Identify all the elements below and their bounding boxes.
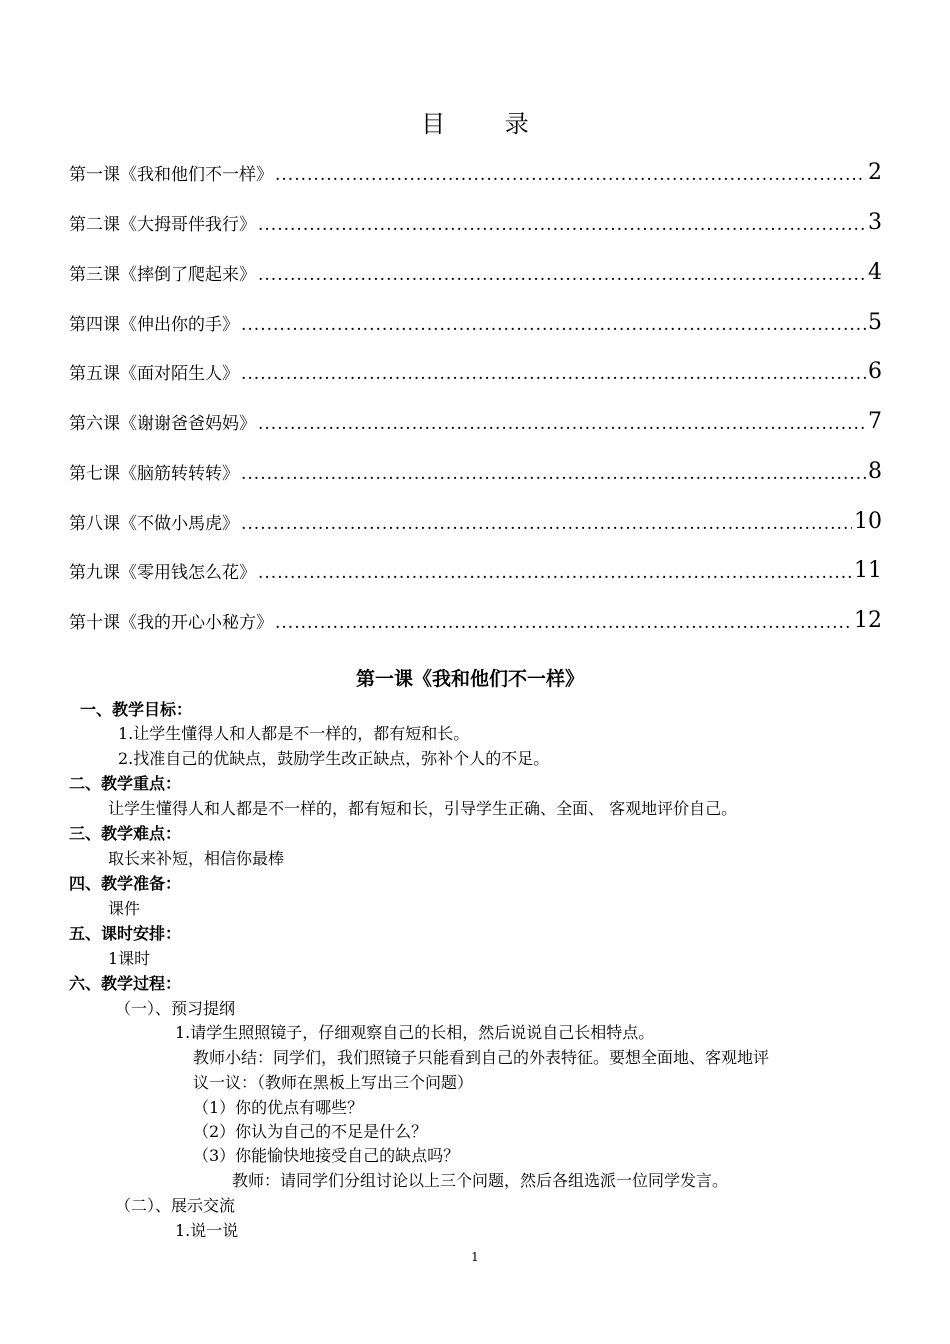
toc-entry[interactable] <box>69 506 882 534</box>
teacher-summary: 教师小结：同学们，我们照镜子只能看到自己的外表特征。要想全面地、客观地评 <box>193 1048 770 1067</box>
objective-item: 1.让学生懂得人和人都是不一样的，都有短和长。 <box>118 724 470 743</box>
toc-leader-dots <box>241 464 866 484</box>
toc-entry-page: 11 <box>854 558 882 583</box>
key-points-text: 让学生懂得人和人都是不一样的，都有短和长，引导学生正确、全面、 客观地评价自己。 <box>108 799 738 818</box>
toc-entry-page: 8 <box>868 459 882 484</box>
toc-entry-label: 第五课《面对陌生人》 <box>69 364 239 384</box>
section-heading-schedule: 五、课时安排： <box>69 924 182 943</box>
toc-entry-page: 6 <box>868 359 882 384</box>
toc-entry-page: 5 <box>868 310 882 335</box>
toc-leader-dots <box>275 613 852 633</box>
process-part-heading: （一）、预习提纲 <box>115 999 236 1018</box>
toc-entry-page: 12 <box>854 608 882 633</box>
toc-entry-label: 第六课《谢谢爸爸妈妈》 <box>69 414 256 434</box>
toc-entry-page: 7 <box>868 409 882 434</box>
toc-entry-label: 第三课《摔倒了爬起来》 <box>69 265 256 285</box>
schedule-text: 1课时 <box>108 949 151 968</box>
discussion-question: （1）你的优点有哪些？ <box>193 1098 364 1117</box>
toc-entry[interactable] <box>69 157 882 185</box>
toc-title: 目 录 <box>421 110 555 138</box>
process-step: 1.请学生照照镜子，仔细观察自己的长相，然后说说自己长相特点。 <box>175 1023 655 1042</box>
process-part-heading: （二）、展示交流 <box>115 1196 236 1215</box>
toc-entry[interactable] <box>69 257 882 285</box>
toc-entry[interactable] <box>69 406 882 434</box>
toc-leader-dots <box>275 165 866 185</box>
toc-entry[interactable] <box>69 605 882 633</box>
discussion-question: （2）你认为自己的不足是什么？ <box>193 1122 428 1141</box>
page-number: 1 <box>471 1250 479 1264</box>
toc-entry[interactable] <box>69 307 882 335</box>
toc-leader-dots <box>258 563 852 583</box>
discussion-question: （3）你能愉快地接受自己的缺点吗？ <box>193 1146 460 1165</box>
toc-leader-dots <box>241 315 866 335</box>
toc-entry-label: 第二课《大拇哥伴我行》 <box>69 215 256 235</box>
discussion-intro: 议一议：（教师在黑板上写出三个问题） <box>193 1073 474 1092</box>
toc-entry-label: 第一课《我和他们不一样》 <box>69 165 273 185</box>
toc-entry-label: 第七课《脑筋转转转》 <box>69 464 239 484</box>
toc-leader-dots <box>258 215 866 235</box>
toc-entry-label: 第八课《不做小馬虎》 <box>69 514 239 534</box>
toc-leader-dots <box>258 414 866 434</box>
objective-item: 2.找准自己的优缺点，鼓励学生改正缺点，弥补个人的不足。 <box>118 749 550 768</box>
toc-entry[interactable] <box>69 207 882 235</box>
teacher-instruction: 教师：请同学们分组讨论以上三个问题，然后各组选派一位同学发言。 <box>232 1171 729 1190</box>
lesson-title: 第一课《我和他们不一样》 <box>355 668 584 690</box>
section-heading-preparation: 四、教学准备： <box>69 874 182 893</box>
toc-entry-page: 3 <box>868 210 882 235</box>
section-heading-key-points: 二、教学重点： <box>69 774 182 793</box>
toc-leader-dots <box>241 514 852 534</box>
process-step: 1.说一说 <box>175 1221 239 1240</box>
difficulties-text: 取长来补短，相信你最棒 <box>108 849 285 868</box>
toc-entry-page: 10 <box>854 509 882 534</box>
section-heading-process: 六、教学过程： <box>69 974 182 993</box>
toc-leader-dots <box>258 265 866 285</box>
toc-entry-label: 第四课《伸出你的手》 <box>69 315 239 335</box>
toc-leader-dots <box>241 364 866 384</box>
toc-entry-label: 第十课《我的开心小秘方》 <box>69 613 273 633</box>
toc-entry-label: 第九课《零用钱怎么花》 <box>69 563 256 583</box>
toc-entry-page: 4 <box>868 260 882 285</box>
toc-entry[interactable] <box>69 555 882 583</box>
toc-entry[interactable] <box>69 356 882 384</box>
preparation-text: 课件 <box>108 899 141 918</box>
toc-entry-page: 2 <box>868 160 882 185</box>
section-heading-objectives: 一、教学目标： <box>80 700 193 719</box>
section-heading-difficulties: 三、教学难点： <box>69 824 182 843</box>
toc-entry[interactable] <box>69 456 882 484</box>
